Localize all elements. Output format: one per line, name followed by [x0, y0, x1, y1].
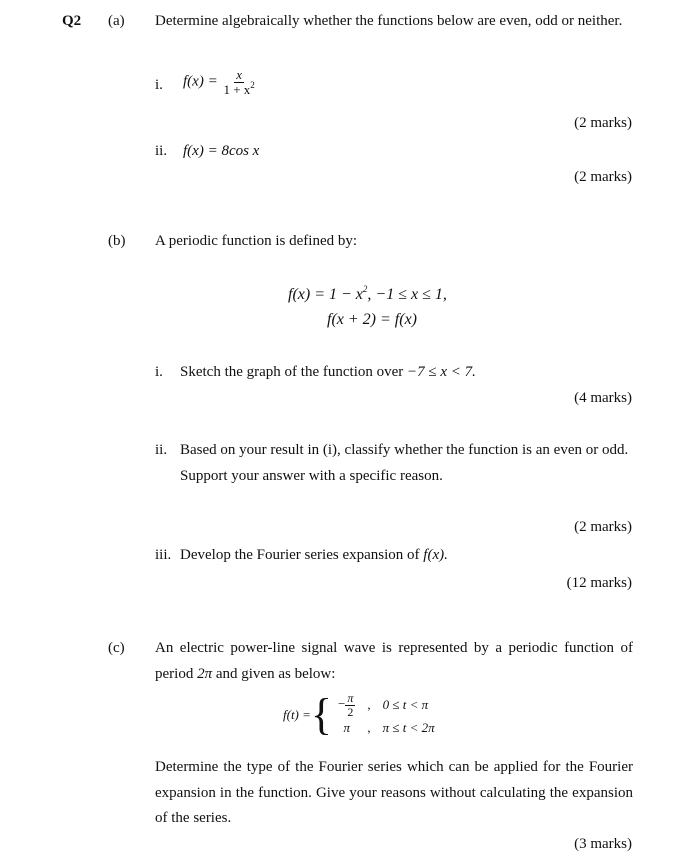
part-b-equation-2: f(x + 2) = f(x) — [327, 311, 417, 328]
piecewise-cases — [332, 692, 441, 738]
brace-symbol: { — [310, 690, 333, 740]
part-c-marks: (3 marks) — [574, 836, 632, 852]
question-number: Q2 — [62, 13, 82, 29]
part-c-question-line-3: of the series. — [155, 810, 232, 826]
case-row — [332, 692, 441, 718]
part-b-label: (b) — [108, 233, 126, 249]
part-c-question-line-1: Determine the type of the Fourier series which can be applied for the Fourier — [155, 759, 633, 775]
case-condition: 0 ≤ t < π — [382, 697, 429, 713]
part-b-item-2-marks: (2 marks) — [574, 519, 632, 535]
power: 2 — [250, 79, 255, 90]
part-a-prompt: Determine algebraically whether the functions below are even, odd or neither. — [155, 13, 623, 29]
part-c-question-line-2: expansion in the function. Give your reasons without calculating the expansion — [155, 785, 633, 801]
case-row — [332, 718, 441, 738]
part-b-item-1-marks: (4 marks) — [574, 390, 632, 406]
part-a-item-1-label: i. — [155, 77, 163, 93]
part-a-label: (a) — [108, 13, 125, 29]
case-value: − $\frac{\pi}{2}$ — [338, 691, 354, 719]
part-b-item-3-text: Develop the Fourier series expansion of f(x). — [180, 547, 448, 563]
part-a-item-2-formula: f(x) = 8cos x — [183, 143, 260, 159]
fraction-denominator: $1 + x^2$ — [223, 79, 255, 97]
function-expression: f(x). — [423, 547, 448, 563]
part-a-item-2-marks: (2 marks) — [574, 169, 632, 185]
part-a-item-1-formula — [183, 68, 257, 96]
part-b-item-1-text: Sketch the graph of the function over −7 ≤ x < 7. — [180, 364, 476, 380]
part-a-item-1-marks: (2 marks) — [574, 115, 632, 131]
period-expression: 2π — [197, 666, 213, 682]
part-c-intro-line-1: An electric power-line signal wave is represented by a periodic function of — [155, 640, 633, 656]
formula-lhs: f(x) = — [183, 73, 218, 90]
power: 2 — [362, 284, 368, 294]
case-condition: π ≤ t < 2π — [382, 720, 435, 736]
part-c-intro-line-2: period 2π and given as below: — [155, 666, 336, 682]
part-c-label: (c) — [108, 640, 125, 656]
part-b-item-2-line-2: Support your answer with a specific reason. — [180, 468, 443, 484]
part-a-item-2-label: ii. — [155, 143, 168, 159]
case-separator: , — [367, 697, 371, 713]
part-b-item-3-marks: (12 marks) — [566, 575, 632, 591]
part-b-item-2-line-1: Based on your result in (i), classify whether the function is an even or odd. — [180, 442, 629, 458]
part-b-item-3-label: iii. — [155, 547, 172, 563]
part-b-equation-1: $f(x) = 1 - x^2$, −1 ≤ x ≤ 1, — [288, 284, 447, 303]
fraction-numerator: x — [236, 67, 242, 82]
range-expression: −7 ≤ x < 7. — [407, 364, 476, 380]
part-b-item-2-label: ii. — [155, 442, 168, 458]
piecewise-lhs: f(t) = — [283, 707, 311, 723]
piecewise-function — [283, 692, 441, 738]
part-b-item-1-label: i. — [155, 364, 163, 380]
case-value: π — [343, 720, 350, 736]
fraction — [221, 68, 256, 96]
part-b-prompt: A periodic function is defined by: — [155, 233, 358, 249]
case-separator: , — [367, 720, 371, 736]
